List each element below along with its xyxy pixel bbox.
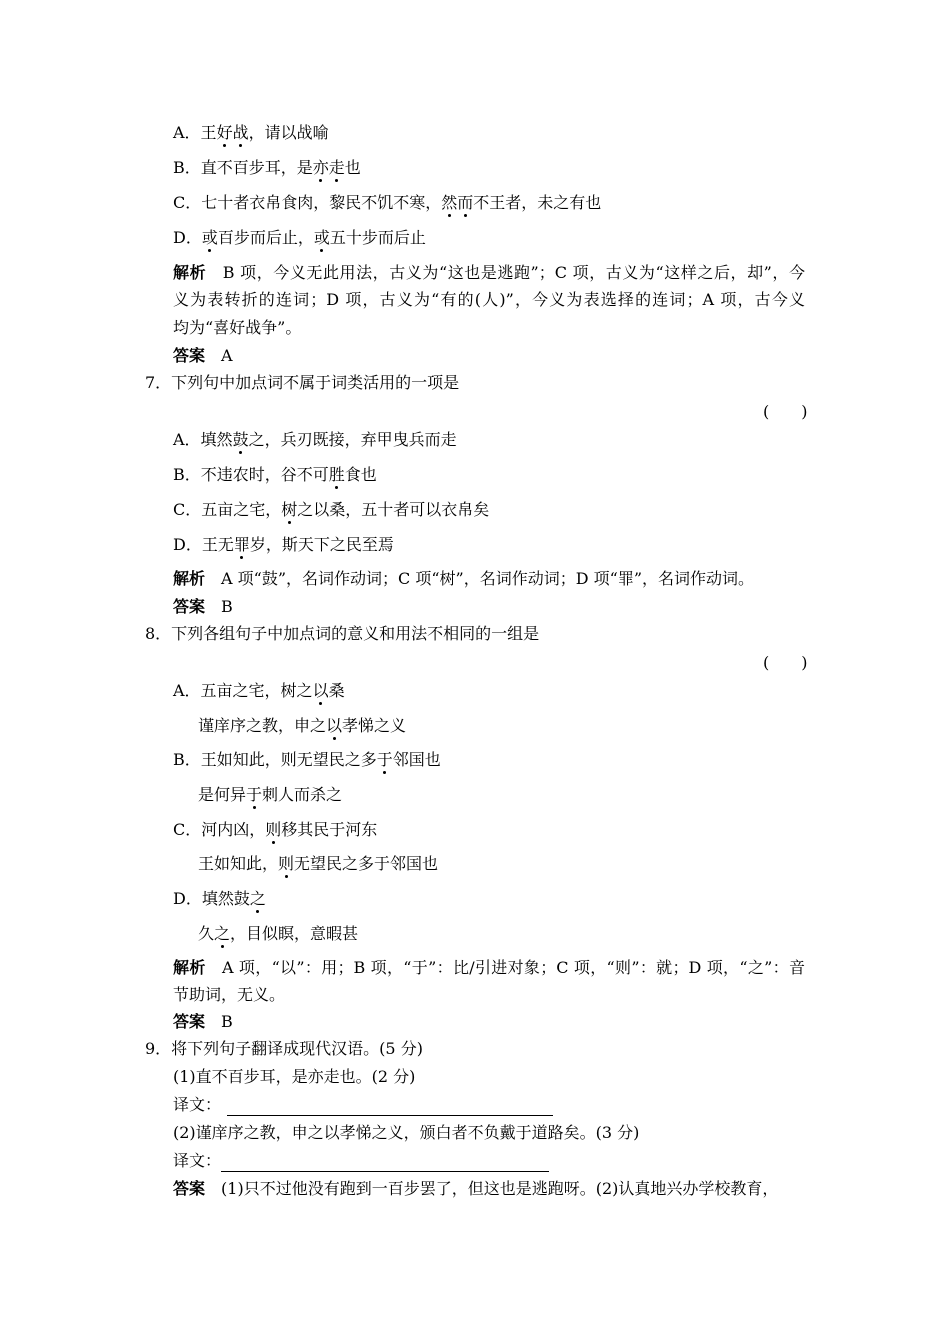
analysis-label: 解析 [173,958,206,977]
q6-analysis-line-1: 解析 B 项，今义无此用法，古义为“这也是逃跑”；C 项，古义为“这样之后，却”，今 [173,263,805,282]
q6-answer: 答案 A [173,346,233,365]
q9-sentence-2: (2)谨庠序之教，申之以孝悌之义，颁白者不负戴于道路矣。(3 分) [173,1123,640,1142]
emphasis-dot-char: 以 [326,716,343,735]
analysis-label: 解析 [173,569,206,588]
emphasis-dot-char: 然 [441,193,458,212]
emphasis-dot-char: 好 [216,123,233,142]
emphasis-dot-char: 而 [457,193,474,212]
emphasis-dot-char: 鼓 [232,430,249,449]
q8-stem: 8．下列各组句子中加点词的意义和用法不相同的一组是 [145,624,540,643]
emphasis-dot-char: 则 [278,854,295,873]
q8-option-a-2: 谨庠序之教，申之以孝悌之义 [198,716,407,735]
q6-analysis-line-2: 义为表转折的连词；D 项，古义为“有的(人)”，今义为表选择的连词；A 项，古今义 [173,290,805,309]
emphasis-dot-char: 树 [281,500,298,519]
q6-option-b: B．直不百步耳，是亦走也 [173,158,361,177]
emphasis-dot-char: 于 [376,750,393,769]
q8-option-c-1: C．河内凶，则移其民于河东 [173,820,378,839]
q8-option-c-2: 王如知此，则无望民之多于邻国也 [198,854,439,873]
emphasis-dot-char: 亦 [312,158,329,177]
q7-option-c: C．五亩之宅，树之以桑，五十者可以衣帛矣 [173,500,490,519]
q8-answer-bracket: ( ) [763,653,808,672]
q7-option-a: A．填然鼓之，兵刃既接，弃甲曳兵而走 [173,430,457,449]
q8-option-b-1: B．王如知此，则无望民之多于邻国也 [173,750,441,769]
emphasis-dot-char: 以 [312,681,329,700]
answer-label: 答案 [173,597,206,616]
emphasis-dot-char: 胜 [328,465,345,484]
emphasis-dot-char: 战 [232,123,249,142]
translation-blank[interactable] [227,1099,553,1116]
q9-translation-2: 译文： [173,1150,549,1172]
emphasis-dot-char: 罪 [233,535,250,554]
q6-option-d: D．或百步而后止，或五十步而后止 [173,228,426,247]
emphasis-dot-char: 则 [265,820,282,839]
q9-stem: 9．将下列句子翻译成现代汉语。(5 分) [145,1039,423,1058]
q8-analysis-line-2: 节助词，无义。 [173,985,286,1004]
q6-option-a: A．王好战，请以战喻 [173,123,329,142]
q8-option-a-1: A．五亩之宅，树之以桑 [173,681,345,700]
q7-analysis: 解析 A 项“鼓”，名词作动词；C 项“树”，名词作动词；D 项“罪”，名词作动词。 [173,569,754,588]
analysis-label: 解析 [173,263,207,282]
q9-answer: 答案 (1)只不过他没有跑到一百步罢了，但这也是逃跑呀。(2)认真地兴办学校教育， [173,1179,779,1198]
emphasis-dot-char: 走 [328,158,345,177]
answer-label: 答案 [173,1012,206,1031]
q8-option-d-2: 久之，目似瞑，意暇甚 [198,924,359,943]
emphasis-dot-char: 或 [201,228,218,247]
q8-option-d-1: D．填然鼓之 [173,889,266,908]
q7-answer-bracket: ( ) [763,402,808,421]
answer-label: 答案 [173,346,206,365]
translation-blank[interactable] [221,1155,549,1172]
q9-translation-1: 译文： [173,1094,553,1116]
emphasis-dot-char: 之 [249,889,266,908]
emphasis-dot-char: 于 [246,785,263,804]
q8-answer: 答案 B [173,1012,233,1031]
q7-answer: 答案 B [173,597,233,616]
answer-label: 答案 [173,1179,206,1198]
q8-analysis-line-1: 解析 A 项，“以”：用；B 项，“于”：比/引进对象；C 项，“则”：就；D 项，“之”：音 [173,958,805,977]
emphasis-dot-char: 或 [313,228,330,247]
q8-option-b-2: 是何异于刺人而杀之 [198,785,343,804]
q7-stem: 7．下列句中加点词不属于词类活用的一项是 [145,373,460,392]
emphasis-dot-char: 之 [214,924,231,943]
q9-sentence-1: (1)直不百步耳，是亦走也。(2 分) [173,1067,416,1086]
q6-option-c: C．七十者衣帛食肉，黎民不饥不寒，然而不王者，未之有也 [173,193,602,212]
q6-analysis-line-3: 均为“喜好战争”。 [173,318,302,337]
q7-option-b: B．不违农时，谷不可胜食也 [173,465,377,484]
q7-option-d: D．王无罪岁，斯天下之民至焉 [173,535,394,554]
